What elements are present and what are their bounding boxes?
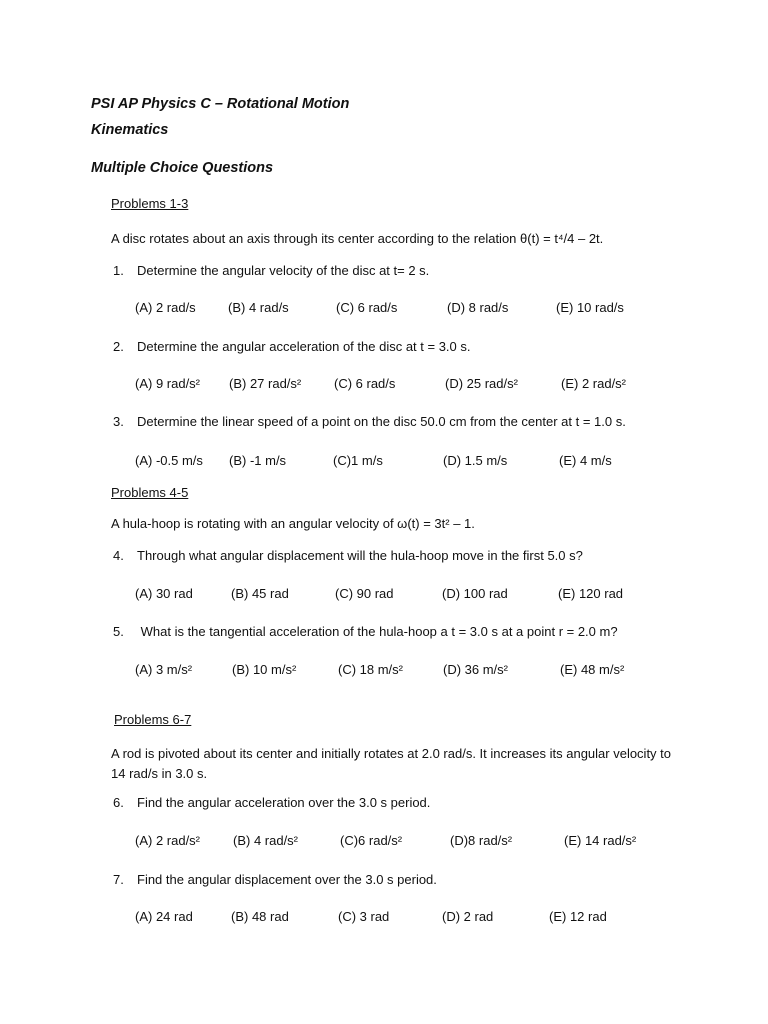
choice: (D) 36 m/s² [443,662,508,677]
choice: (C)1 m/s [333,453,383,468]
question [113,624,618,640]
group-intro: A hula-hoop is rotating with an angular velocity of ω(t) = 3t² – 1. [111,516,475,531]
group-heading: Problems 6-7 [114,712,192,727]
group-heading: Problems 1-3 [111,196,189,211]
question [113,263,429,279]
choice: (A) 9 rad/s² [135,376,201,391]
group-heading: Problems 4-5 [111,485,189,500]
question-text: Determine the angular velocity of the disc at t= 2 s. [137,263,430,278]
choice: (A) 2 rad/s² [135,833,201,848]
group-intro: A disc rotates about an axis through its center according to the relation θ(t) = t⁴/4 – 2t. [111,231,604,246]
question-text: What is the tangential acceleration of the hula-hoop a t = 3.0 s at a point r = 2.0 m? [137,624,618,639]
question-text: Find the angular displacement over the 3.0 s period. [137,872,437,887]
question [113,872,437,888]
doc-title-line2: Kinematics [91,122,169,138]
choice: (D) 25 rad/s² [445,376,518,391]
question-number: 4. [113,548,124,563]
choice: (B) 10 m/s² [232,662,297,677]
choice: (E) 14 rad/s² [564,833,637,848]
choice: (E) 120 rad [558,586,624,601]
question [113,795,430,811]
question [113,339,471,355]
question [113,414,626,430]
group-intro: A rod is pivoted about its center and initially rotates at 2.0 rad/s. It increases its angular velocity to 14 rad/s in 3.0 s. [111,746,672,781]
question-text: Determine the angular acceleration of the disc at t = 3.0 s. [137,339,471,354]
choice: (C) 6 rad/s [334,376,396,391]
choice: (B) 4 rad/s [228,300,289,315]
choice: (B) 48 rad [231,909,289,924]
choice: (C) 18 m/s² [338,662,403,677]
choice: (E) 10 rad/s [556,300,624,315]
section-title: Multiple Choice Questions [91,160,274,176]
choice: (D)8 rad/s² [450,833,513,848]
choice: (E) 12 rad [549,909,607,924]
question-text: Through what angular displacement will the hula-hoop move in the first 5.0 s? [137,548,583,563]
choice: (D) 100 rad [442,586,508,601]
question-text: Determine the linear speed of a point on the disc 50.0 cm from the center at t = 1.0 s. [137,414,626,429]
choice: (E) 4 m/s [559,453,612,468]
choice: (A) 2 rad/s [135,300,196,315]
question-number: 1. [113,263,124,278]
choice: (D) 1.5 m/s [443,453,508,468]
choice: (B) 4 rad/s² [233,833,299,848]
question-number: 6. [113,795,124,810]
choice: (E) 48 m/s² [560,662,625,677]
question-number: 7. [113,872,124,887]
choice: (B) 27 rad/s² [229,376,302,391]
question-number: 2. [113,339,124,354]
choice: (C) 6 rad/s [336,300,398,315]
choice: (C)6 rad/s² [340,833,403,848]
question-number: 5. [113,624,124,639]
choice: (D) 2 rad [442,909,494,924]
choice: (A) 30 rad [135,586,193,601]
choice: (A) 24 rad [135,909,193,924]
doc-title-line1: PSI AP Physics C – Rotational Motion [91,96,350,112]
question-text: Find the angular acceleration over the 3.0 s period. [137,795,431,810]
choice: (B) 45 rad [231,586,289,601]
choice: (D) 8 rad/s [447,300,509,315]
choice: (B) -1 m/s [229,453,287,468]
choice: (A) -0.5 m/s [135,453,203,468]
choice: (C) 3 rad [338,909,390,924]
choice: (C) 90 rad [335,586,394,601]
question-number: 3. [113,414,124,429]
choice: (E) 2 rad/s² [561,376,627,391]
question [113,548,583,564]
choice: (A) 3 m/s² [135,662,193,677]
